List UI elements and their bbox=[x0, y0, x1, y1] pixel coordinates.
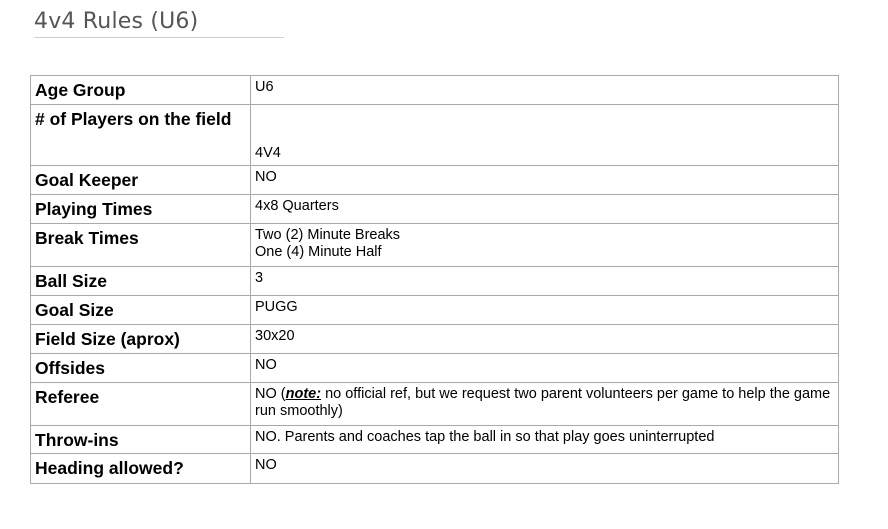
table-row bbox=[31, 195, 839, 224]
row-label: Ball Size bbox=[31, 267, 251, 296]
row-label: # of Players on the field bbox=[31, 105, 251, 166]
row-value: NO bbox=[251, 454, 839, 484]
note-label: note: bbox=[285, 386, 322, 402]
table-row bbox=[31, 454, 839, 484]
row-label: Referee bbox=[31, 383, 251, 426]
row-value: PUGG bbox=[251, 296, 839, 325]
row-label: Playing Times bbox=[31, 195, 251, 224]
table-row bbox=[31, 354, 839, 383]
row-label: Goal Keeper bbox=[31, 166, 251, 195]
row-label: Heading allowed? bbox=[31, 454, 251, 484]
row-value bbox=[251, 224, 839, 267]
table-row bbox=[31, 296, 839, 325]
row-label: Goal Size bbox=[31, 296, 251, 325]
table-row bbox=[31, 166, 839, 195]
row-label: Offsides bbox=[31, 354, 251, 383]
table-row bbox=[31, 105, 839, 166]
page-title: 4v4 Rules (U6) bbox=[34, 9, 284, 38]
row-value: 4V4 bbox=[251, 105, 839, 166]
row-value: NO bbox=[251, 354, 839, 383]
rules-table bbox=[30, 75, 839, 484]
value-suffix: no official ref, but we request two parent volunteers per game to help the game run smoothly) bbox=[255, 386, 831, 419]
table-row bbox=[31, 76, 839, 105]
row-label: Field Size (aprox) bbox=[31, 325, 251, 354]
row-value: 30x20 bbox=[251, 325, 839, 354]
row-value: 4x8 Quarters bbox=[251, 195, 839, 224]
table-row bbox=[31, 224, 839, 267]
row-value: 3 bbox=[251, 267, 839, 296]
table-row bbox=[31, 426, 839, 454]
table-row bbox=[31, 267, 839, 296]
table-row bbox=[31, 383, 839, 426]
table-row bbox=[31, 325, 839, 354]
value-line: Two (2) Minute Breaks bbox=[255, 227, 401, 243]
row-value: U6 bbox=[251, 76, 839, 105]
row-value: NO. Parents and coaches tap the ball in so that play goes uninterrupted bbox=[251, 426, 839, 454]
row-label: Throw-ins bbox=[31, 426, 251, 454]
value-prefix: NO ( bbox=[255, 386, 286, 402]
row-label: Age Group bbox=[31, 76, 251, 105]
row-value bbox=[251, 383, 839, 426]
row-value: NO bbox=[251, 166, 839, 195]
value-line: One (4) Minute Half bbox=[255, 244, 382, 260]
row-label: Break Times bbox=[31, 224, 251, 267]
